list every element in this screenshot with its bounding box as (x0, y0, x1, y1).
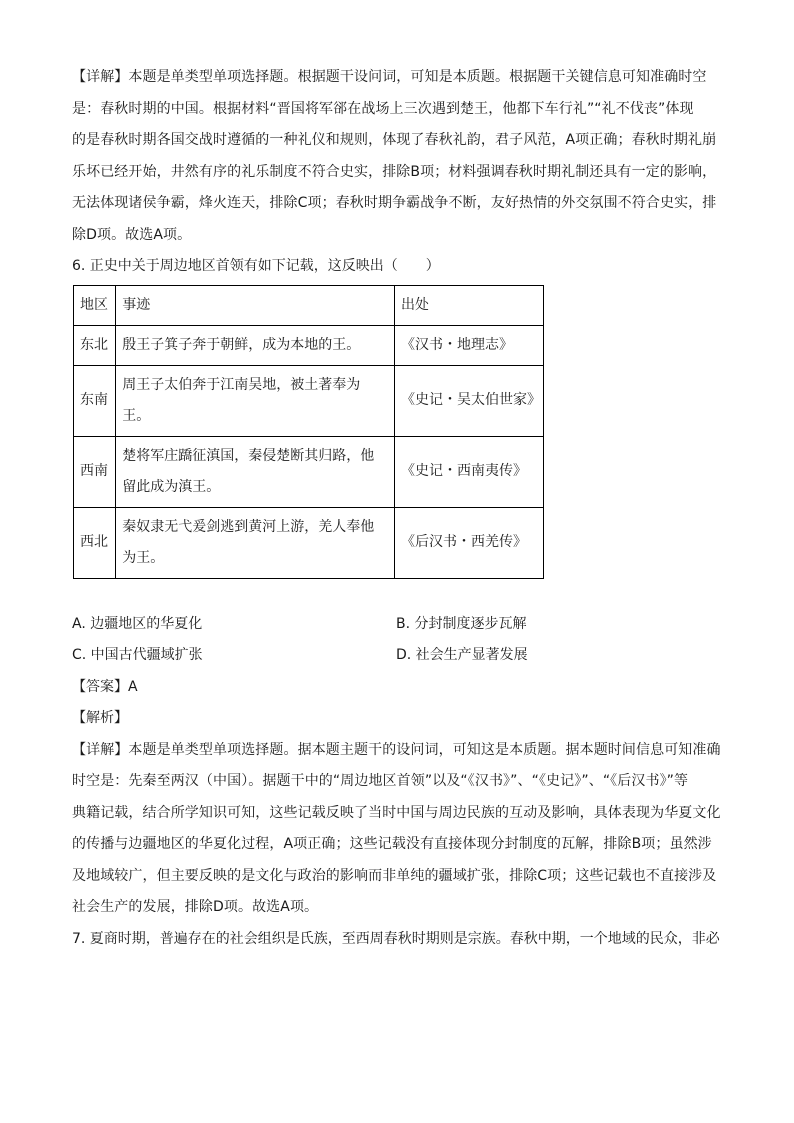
table-row (74, 325, 544, 365)
cell-region: 东北 (74, 325, 116, 365)
cell-event: 周王子太伯奔于江南吴地，被土著奉为王。 (116, 365, 395, 436)
option-b: B. 分封制度逐步瓦解 (396, 615, 527, 632)
previous-question-analysis (72, 62, 728, 251)
analysis-line: 【详解】本题是单类型单项选择题。据本题主题干的设问词，可知这是本质题。据本题时间信息可知准确 (72, 741, 721, 758)
cell-region: 东南 (74, 365, 116, 436)
cell-event: 秦奴隶无弋爰剑逃到黄河上游，羌人奉他为王。 (116, 507, 395, 578)
analysis-line: 乐坏已经开始，井然有序的礼乐制度不符合史实，排除B项；材料强调春秋时期礼制还具有一定的影响， (72, 163, 717, 180)
table-header-row (74, 285, 544, 325)
cell-event: 楚将军庄蹻征滇国，秦侵楚断其归路，他留此成为滇王。 (116, 436, 395, 507)
header-event: 事迹 (116, 285, 395, 325)
header-region: 地区 (74, 285, 116, 325)
cell-source: 《史记・吴太伯世家》 (395, 365, 544, 436)
cell-source: 《后汉书・西羌传》 (395, 507, 544, 578)
table-row (74, 365, 544, 436)
page-content (72, 62, 728, 955)
question-6-stem: 6. 正史中关于周边地区首领有如下记载，这反映出（ ） (72, 258, 440, 274)
option-c: C. 中国古代疆域扩张 (72, 647, 203, 663)
question-6-analysis (72, 735, 728, 924)
answer-options (72, 609, 728, 672)
analysis-line: 无法体现诸侯争霸，烽火连天，排除C项；春秋时期争霸战争不断，友好热情的外交氛围不符合史实，排 (72, 195, 717, 211)
cell-region: 西北 (74, 507, 116, 578)
analysis-line: 典籍记载，结合所学知识可知，这些记载反映了当时中国与周边民族的互动及影响，具体表现为华夏文化 (72, 804, 721, 821)
analysis-line: 的传播与边疆地区的华夏化过程，A项正确；这些记载没有直接体现分封制度的瓦解，排除B项；虽然涉 (72, 836, 712, 852)
analysis-line: 【详解】本题是单类型单项选择题。根据题干设问词，可知是本质题。根据题干关键信息可知准确时空 (72, 69, 707, 85)
cell-source: 《汉书・地理志》 (395, 325, 544, 365)
records-table (73, 285, 544, 579)
analysis-line: 的是春秋时期各国交战时遵循的一种礼仪和规则，体现了春秋礼韵，君子风范，A项正确；春秋时期礼崩 (72, 132, 717, 148)
cell-source: 《史记・西南夷传》 (395, 436, 544, 507)
table-row (74, 436, 544, 507)
analysis-label: 【解析】 (72, 710, 128, 726)
option-d: D. 社会生产显著发展 (396, 647, 528, 663)
cell-event: 殷王子箕子奔于朝鲜，成为本地的王。 (116, 325, 395, 365)
analysis-line: 及地域较广，但主要反映的是文化与政治的影响而非单纯的疆域扩张，排除C项；这些记载也不直接涉及 (72, 867, 717, 884)
cell-region: 西南 (74, 436, 116, 507)
analysis-line: 除D项。故选A项。 (72, 226, 192, 243)
analysis-line: 是：春秋时期的中国。根据材料“晋国将军郤在战场上三次遇到楚王，他都下车行礼”“礼不伐丧”体现 (72, 100, 694, 117)
header-source: 出处 (395, 285, 544, 325)
option-a: A. 边疆地区的华夏化 (72, 615, 203, 632)
table-row (74, 507, 544, 578)
analysis-line: 时空是：先秦至两汉（中国）。据题干中的“周边地区首领”以及“《汉书》”、“《史记》”、“《后汉书》”等 (72, 773, 689, 789)
analysis-line: 社会生产的发展，排除D项。故选A项。 (72, 899, 319, 915)
answer-label: 【答案】A (72, 678, 138, 695)
question-7-stem: 7. 夏商时期，普遍存在的社会组织是氏族，至西周春秋时期则是宗族。春秋中期，一个地域的民众，非必 (72, 930, 720, 947)
